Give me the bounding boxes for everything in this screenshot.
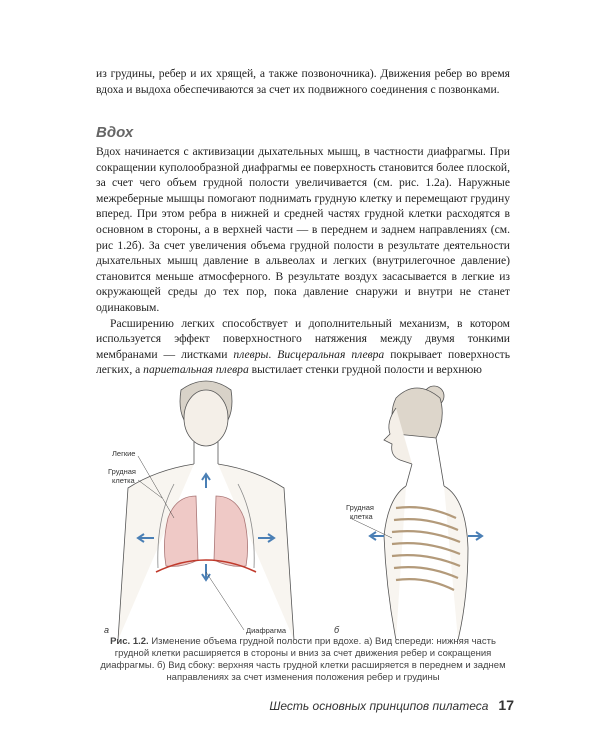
- paragraph-inhale: Вдох начинается с активизации дыхательных мышц, в частности диафрагмы. При сокращении куполообразной диафрагмы ее поверхность становится более плоской, за счет чего объем грудной полости увеличивается (см. рис. 1.2а). Наружные межреберные мышцы помогают поднимать грудную клетку и перемещают грудину вперед. При этом ребра в нижней и средней частях грудной клетки расходятся в основном в стороны, а в верхней части — в переднем и заднем направлениях (см. рис 1.2б). За счет увеличения объема грудной полости в результате деятельности дыхательных мышц давление в альвеолах и легких (внутрилегочное давление) становится меньше атмосферного. В результате воздух засасывается в легкие из окружающей среды до тех пор, пока давление снаружи и внутри не станет одинаковым.: [96, 145, 510, 314]
- label-ribcage-front-line2: клетка: [112, 476, 135, 485]
- label-diaphragm: Диафрагма: [246, 626, 287, 635]
- label-lungs: Легкие: [112, 449, 136, 458]
- text-run: выстилает стенки грудной полости и верхнюю: [248, 363, 482, 377]
- label-ribcage-side-line2: клетка: [350, 512, 373, 521]
- label-ribcage-side-line1: Грудная: [346, 503, 374, 512]
- term-visceral-pleura: Висцеральная плевра: [277, 347, 385, 361]
- running-title: Шесть основных принципов пилатеса: [269, 699, 489, 713]
- figure-caption: [96, 636, 510, 684]
- figure-letter-b: б: [334, 625, 340, 635]
- text-run: Расширению легких способствует и дополнительный механизм, в котором используется эффект поверхностного натяжения между двумя тонкими мембранами — листками: [96, 316, 510, 361]
- page-footer: [269, 697, 514, 713]
- figure-letter-a: а: [104, 625, 110, 635]
- caption-text: Изменение объема грудной полости при вдохе. а) Вид спереди: нижняя часть грудной клетки расширяется в стороны и вниз за счет движения ребер и сокращения диафрагмы. б) Вид сбоку: верхняя часть грудной клетки расширяется в переднем и заднем направлениях за счет изменения положения ребер и грудины: [100, 636, 506, 683]
- figure-illustration: [96, 368, 516, 640]
- section-body: [96, 144, 510, 378]
- front-view-figure: [118, 381, 294, 640]
- text-run: .: [268, 347, 278, 361]
- text-run: покрывает поверхность легких, а: [96, 347, 510, 377]
- section-heading: Вдох: [96, 124, 134, 141]
- label-ribcage-front-line1: Грудная: [108, 467, 136, 476]
- term-pleura: плевры: [233, 347, 269, 361]
- caption-prefix: Рис. 1.2.: [110, 636, 149, 647]
- term-parietal-pleura: париетальная плевра: [143, 363, 249, 377]
- paragraph-continuation: из грудины, ребер и их хрящей, а также позвоночника). Движения ребер во время вдоха и выдоха обеспечиваются за счет их подвижного соединения с позвонками.: [96, 67, 510, 96]
- page-number: 17: [498, 697, 514, 713]
